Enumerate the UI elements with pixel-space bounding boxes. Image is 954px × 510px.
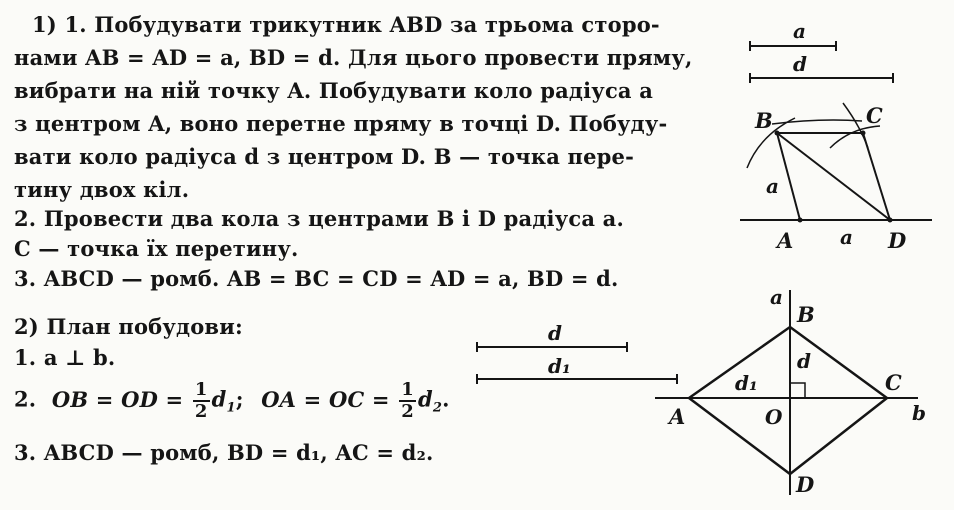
- fig1-label-side-a: a: [766, 174, 779, 198]
- part1-line-7: 2. Провести два кола з центрами B і D радіуса a.: [14, 206, 624, 231]
- part1-line-6: тину двох кіл.: [14, 177, 190, 202]
- fraction-half-1: $\frac{1}{2}$: [194, 379, 208, 422]
- step2-d1-sub: 1: [226, 400, 236, 416]
- fig2-label-b: b: [912, 401, 926, 425]
- fig1-side-AB: [777, 133, 800, 220]
- fig2-label-B: B: [797, 302, 815, 327]
- fig1-label-seg-d: d: [793, 52, 807, 76]
- part1-line-8: C — точка їх перетину.: [14, 236, 299, 261]
- part1-line-5: вати коло радіуса d з центром D. B — точка пере-: [14, 144, 635, 169]
- step2-eq2: OA = OC =: [261, 386, 390, 412]
- fig1-arc-4: [843, 103, 868, 148]
- fig1-label-D: D: [888, 228, 907, 253]
- fig1-label-seg-a: a: [793, 19, 806, 43]
- fig2-label-seg-d1: d₁: [548, 354, 571, 378]
- fig1-label-A: A: [777, 228, 794, 253]
- part1-line-3: вибрати на ній точку A. Побудувати коло радіуса a: [14, 78, 654, 103]
- fig2-label-O: O: [765, 405, 783, 429]
- fig2-label-C: C: [885, 370, 902, 395]
- fig1-label-base-a: a: [840, 225, 853, 249]
- step2-prefix: 2.: [14, 386, 37, 412]
- step2-d2: d: [417, 386, 433, 412]
- fig2-label-A: A: [669, 404, 686, 429]
- fig2-label-d: d: [797, 349, 811, 373]
- part2-step-1: 1. a ⊥ b.: [14, 345, 116, 370]
- fig2-label-d1: d₁: [735, 371, 758, 395]
- fig1-label-C: C: [866, 103, 883, 128]
- step2-sep: ;: [235, 386, 244, 412]
- part1-line-4: з центром A, воно перетне пряму в точці D. Побуду-: [14, 111, 668, 136]
- fig2-right-angle: [790, 383, 805, 398]
- part2-title: 2) План побудови:: [14, 314, 243, 339]
- step2-eq1: OB = OD =: [51, 386, 184, 412]
- fig2-label-D: D: [796, 472, 815, 497]
- part1-line-9: 3. ABCD — ромб. AB = BC = CD = AD = a, BD = d.: [14, 266, 619, 291]
- fraction-half-2: $\frac{1}{2}$: [401, 379, 414, 422]
- step2-d2-sub: 2: [432, 400, 443, 416]
- fig1-label-B: B: [755, 108, 773, 133]
- step2-d1: d: [211, 386, 227, 412]
- part2-step-3: 3. ABCD — ромб, BD = d₁, AC = d₂.: [14, 440, 434, 465]
- fig2-label-seg-d: d: [548, 321, 562, 345]
- fig1-diagonal-BD: [777, 133, 890, 220]
- fig2-label-a: a: [770, 285, 783, 309]
- step2-end: .: [442, 386, 450, 412]
- part1-line-1: 1) 1. Побудувати трикутник ABD за трьома сторо-: [32, 12, 660, 37]
- fig1-arc-3: [830, 126, 880, 148]
- part1-line-2: нами AB = AD = a, BD = d. Для цього провести пряму,: [14, 45, 693, 70]
- fig2-rhombus: [689, 327, 887, 474]
